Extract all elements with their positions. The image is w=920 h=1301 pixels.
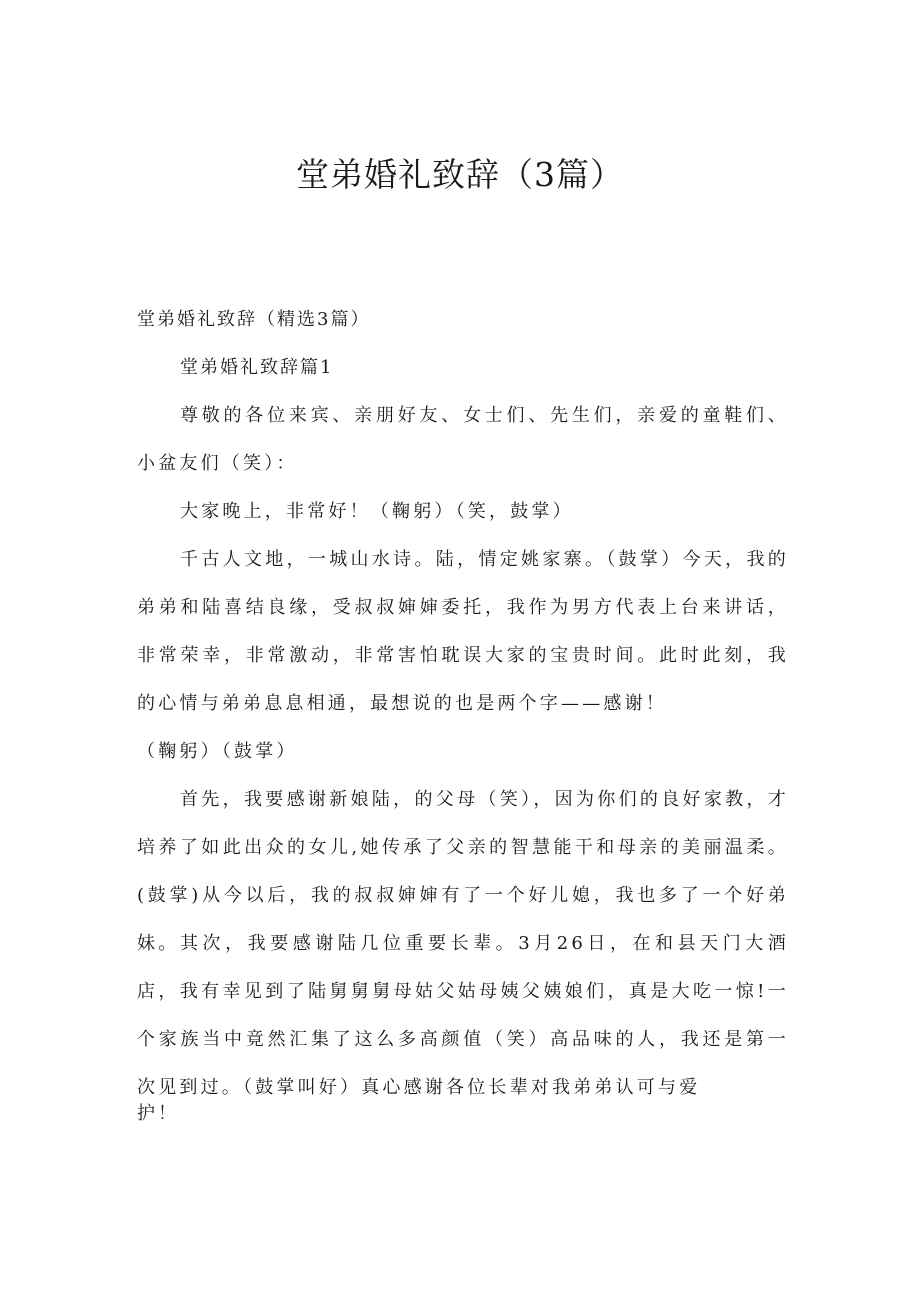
paragraph-hello: 大家晚上，非常好！（鞠躬）（笑，鼓掌） — [180, 501, 574, 522]
paragraph-bow: （鞠躬）（鼓掌） — [137, 741, 298, 762]
paragraph-thanks-elders: 其次，我要感谢陆几位重要长辈。3月26日，在和县天门大酒店，我有幸见到了陆舅舅舅母姑父姑母姨父姨娘们，真是大吃一惊!一个家族当中竟然汇集了这么多高颜值（笑）高品味的人，我还是第一次见到过。（鼓掌叫好）真心感谢各位长辈对我弟弟认可与爱 — [137, 933, 789, 1098]
paragraph-continuation: 护！ — [137, 1103, 179, 1124]
document-subtitle: 堂弟婚礼致辞（精选3篇） — [137, 309, 371, 330]
paragraph-greeting: 尊敬的各位来宾、亲朋好友、女士们、先生们，亲爱的童鞋们、小盆友们（笑）： — [137, 405, 789, 474]
paragraph-intro: 千古人文地，一城山水诗。陆，情定姚家寨。（鼓掌）今天，我的弟弟和陆喜结良缘，受叔叔婶婶委托，我作为男方代表上台来讲话，非常荣幸，非常激动，非常害怕耽误大家的宝贵时间。此时此刻，我的心情与弟弟息息相通，最想说的也是两个字——感谢！ — [137, 549, 789, 714]
paragraph-thanks-parents: 首先，我要感谢新娘陆，的父母（笑），因为你们的良好家教，才培养了如此出众的女儿,她传承了父亲的智慧能干和母亲的美丽温柔。(鼓掌)从今以后，我的叔叔婶婶有了一个好儿媳，我也多了一个好弟妹。 — [137, 789, 789, 954]
section-heading: 堂弟婚礼致辞篇1 — [180, 357, 334, 378]
document-title: 堂弟婚礼致辞（3篇） — [296, 155, 624, 194]
